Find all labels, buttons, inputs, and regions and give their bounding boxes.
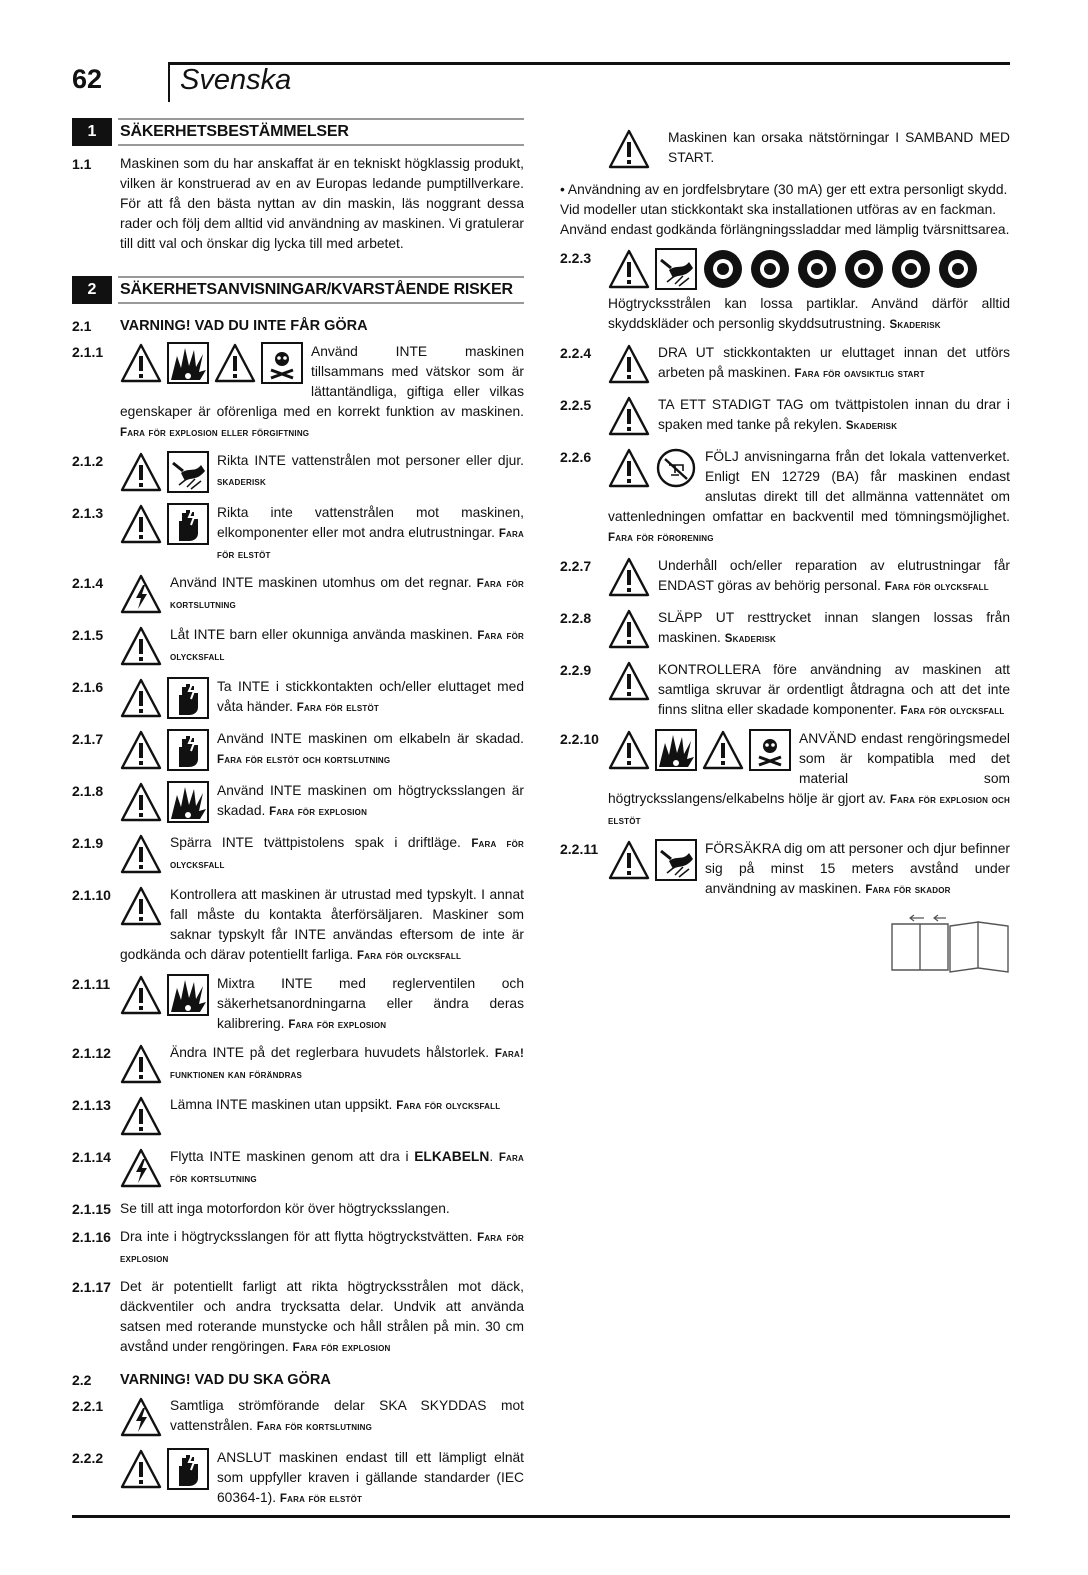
section-title: SÄKERHETSANVISNINGAR/KVARSTÅENDE RISKER	[118, 276, 524, 304]
item-text-part: Flytta INTE maskinen genom att dra i	[170, 1149, 409, 1164]
item-text: Maskinen som du har anskaffat är en tekniskt högklassig produkt, vilken är konstruerad av en av Europas ledande pumptillverkare. För att få den bästa nyttan av din maskin, läs noggrant dessa rader och följ dem alltid vid användning av maskinen. Vi gratulerar till ditt val och önskar dig lycka till med arbetet.	[120, 156, 524, 251]
item-text-block	[120, 1199, 524, 1219]
icon-group	[120, 1147, 162, 1189]
ppe-icon	[749, 248, 791, 290]
item-text-block	[120, 781, 524, 825]
item-text: Ändra INTE på det reglerbara huvudets hålstorlek.	[170, 1045, 490, 1060]
list-item	[72, 781, 524, 825]
item-number: 2.2.2	[72, 1450, 104, 1466]
item-number: 2.2.4	[560, 345, 592, 361]
icon-group	[120, 833, 162, 875]
item-number: 2.2.8	[560, 610, 592, 626]
item-text-block	[120, 1277, 524, 1358]
risk-label: Fara! funktionen kan förändras	[170, 1048, 524, 1081]
item-text-block	[120, 885, 524, 966]
items-2-1	[72, 342, 524, 1358]
item-number: 2.1.15	[72, 1201, 111, 1217]
ppe-icon	[843, 248, 885, 290]
risk-label: Fara för elstöt och kortslutning	[217, 754, 391, 766]
icon-group	[120, 1448, 209, 1490]
warning-triangle-icon	[608, 729, 650, 771]
risk-label: Skaderisk	[845, 420, 898, 432]
warning-triangle-icon	[120, 1095, 162, 1137]
item-number: 2.1.4	[72, 575, 104, 591]
item-number: 2.2.5	[560, 397, 592, 413]
item-number: 2.1.14	[72, 1149, 111, 1165]
explosion-icon	[167, 781, 209, 823]
risk-label: Fara för olycksfall	[170, 630, 524, 663]
items-2-2-continued	[560, 248, 1010, 900]
header-separator	[168, 62, 170, 102]
item-text-block	[608, 608, 1010, 652]
item-text-block	[120, 342, 524, 443]
section-number: 2	[72, 276, 112, 304]
risk-label: Fara för oavsiktlig start	[794, 368, 925, 380]
item-text: Underhåll och/eller reparation av elutrustningar får ENDAST göras av behörig personal.	[658, 558, 1010, 593]
risk-label: Fara för elstöt	[279, 1493, 363, 1505]
risk-label: Fara för olycksfall	[900, 705, 1005, 717]
warning-triangle-icon	[608, 128, 650, 170]
risk-label: Fara för olycksfall	[357, 950, 462, 962]
item-number: 2.2.11	[560, 841, 599, 857]
item-text: FÖLJ anvisningarna från det lokala vattenverket. Enligt EN 12729 (BA) får maskinen endast anslutas direkt till det allmänna vattennätet om vattenledningen omfattar en backventil med tömningsmöjlighet.	[608, 449, 1010, 524]
warning-triangle-icon	[120, 833, 162, 875]
list-item	[560, 839, 1010, 900]
item-text: Se till att inga motorfordon kör över högtrycksslangen.	[120, 1201, 450, 1216]
item-text: Ta INTE i stickkontakten och/eller eluttaget med våta händer.	[217, 679, 524, 714]
warning-triangle-icon	[702, 729, 744, 771]
item-text: Använd INTE maskinen om högtrycksslangen är skadad.	[217, 783, 524, 818]
item-text-block	[120, 1147, 524, 1191]
list-item	[72, 677, 524, 721]
list-item	[560, 556, 1010, 600]
item-text: Samtliga strömförande delar SKA SKYDDAS mot vattenstrålen.	[170, 1398, 524, 1433]
item-number: 2.2.1	[72, 1398, 104, 1414]
item-text-block	[120, 974, 524, 1035]
warning-triangle-icon	[120, 625, 162, 667]
item-text: Det är potentiellt farligt att rikta högtrycksstrålen mot däck, däckventiler och andra trycksatta delar. Undvik att använda satsen med roterande munstycke och håll strålen på min. 30 cm avstånd under rengöringen.	[120, 1279, 524, 1354]
language-title: Svenska	[180, 64, 292, 96]
left-column	[72, 114, 524, 1509]
list-item	[72, 729, 524, 773]
electric-hand-icon	[167, 677, 209, 719]
electric-hand-icon	[167, 503, 209, 545]
icon-group	[608, 395, 650, 437]
list-item	[72, 1448, 524, 1509]
item-text: Mixtra INTE med reglerventilen och säkerhetsanordningarna eller ändra deras kalibrering.	[217, 976, 524, 1031]
icon-group	[120, 573, 162, 615]
explosion-icon	[655, 729, 697, 771]
item-text-block	[608, 660, 1010, 721]
icon-group	[120, 451, 209, 493]
icon-group	[120, 625, 162, 667]
lightning-icon	[120, 573, 162, 615]
warning-triangle-icon	[608, 447, 650, 489]
risk-label: Fara för olycksfall	[170, 838, 525, 871]
item-text-block	[608, 556, 1010, 600]
toxic-icon	[261, 342, 303, 384]
warning-triangle-icon	[120, 974, 162, 1016]
warning-triangle-icon	[608, 395, 650, 437]
item-text-block	[120, 1095, 524, 1139]
list-item	[72, 1199, 524, 1219]
item-number: 2.1.11	[72, 976, 111, 992]
item-text: DRA UT stickkontakten ur eluttaget innan det utförs arbeten på maskinen.	[658, 345, 1010, 380]
item-text: Använd INTE maskinen om elkabeln är skadad.	[217, 731, 524, 746]
risk-label: Fara för explosion	[288, 1019, 387, 1031]
list-item	[560, 343, 1010, 387]
item-text-block	[608, 839, 1010, 900]
risk-label: skaderisk	[217, 476, 266, 488]
lightning-icon	[120, 1396, 162, 1438]
list-item	[72, 573, 524, 617]
rcd-note: • Användning av en jordfelsbrytare (30 mA) ger ett extra personligt skydd.	[560, 182, 1008, 197]
explosion-icon	[167, 342, 209, 384]
section-number: 1	[72, 118, 112, 146]
list-item	[72, 154, 524, 254]
installation-note: Vid modeller utan stickkontakt ska installationen utföras av en fackman.	[560, 202, 997, 217]
icon-group	[120, 1043, 162, 1085]
item-text-block	[120, 573, 524, 617]
risk-label: Skaderisk	[724, 633, 776, 645]
item-number: 2.1.2	[72, 453, 104, 469]
list-item	[72, 503, 524, 565]
list-item	[72, 833, 524, 877]
icon-group	[608, 660, 650, 702]
subsection-header	[72, 1372, 524, 1388]
risk-label: Skaderisk	[889, 319, 941, 331]
list-item	[72, 974, 524, 1035]
item-text-block	[120, 625, 524, 669]
item-number: 2.1.13	[72, 1097, 111, 1113]
item-text-block	[608, 395, 1010, 439]
risk-label: Fara för explosion	[269, 806, 368, 818]
icon-group	[608, 839, 697, 881]
icon-group	[608, 608, 650, 650]
icon-group	[120, 974, 209, 1016]
subsection-number: 2.1	[72, 318, 92, 334]
item-text-block	[120, 1448, 524, 1509]
item-text: ANSLUT maskinen endast till ett lämpligt elnät som uppfyller kraven i gällande standarder (IEC 60364-1).	[217, 1450, 524, 1505]
risk-label: Fara för elstöt	[217, 528, 524, 561]
item-text-block	[120, 1227, 524, 1269]
item-text: KONTROLLERA före användning av maskinen att samtliga skruvar är ordentligt åtdragna och att det inte finns slitna eller skadade komponenter.	[658, 662, 1010, 717]
item-number: 2.2.9	[560, 662, 592, 678]
item-number: 2.1.16	[72, 1229, 111, 1245]
risk-label: Fara för kortslutning	[170, 578, 524, 611]
item-text: Använd INTE maskinen tillsammans med vätskor som är lättantändliga, giftiga eller vilkas egenskaper är oförenliga med en korrekt funktion av maskinen.	[120, 344, 524, 419]
ppe-icon	[937, 248, 979, 290]
spray-person-icon	[655, 248, 697, 290]
toxic-icon	[749, 729, 791, 771]
icon-group	[608, 248, 1002, 290]
warning-triangle-icon	[120, 677, 162, 719]
item-number: 2.2.3	[560, 250, 592, 266]
icon-group	[608, 447, 697, 489]
warning-triangle-icon	[120, 729, 162, 771]
section-2-header	[72, 276, 524, 304]
item-text: Använd INTE maskinen utomhus om det regnar.	[170, 575, 472, 590]
warning-triangle-icon	[608, 839, 650, 881]
extension-cord-note: Använd endast godkända förlängningssladdar med lämplig tvärsnittsarea.	[560, 222, 1010, 237]
item-text-block	[120, 833, 524, 877]
item-text: Dra inte i högtrycksslangen för att flytta högtryckstvätten.	[120, 1229, 473, 1244]
electric-hand-icon	[167, 729, 209, 771]
items-2-2	[72, 1396, 524, 1509]
item-number: 2.1.12	[72, 1045, 111, 1061]
warning-triangle-icon	[120, 451, 162, 493]
warning-triangle-icon	[120, 885, 162, 927]
item-number: 2.1.3	[72, 505, 104, 521]
item-text-block	[608, 729, 1010, 831]
item-text: Rikta inte vattenstrålen mot maskinen, elkomponenter eller mot andra elutrustningar.	[217, 505, 524, 540]
risk-label: Fara för skador	[865, 884, 951, 896]
ppe-icon	[702, 248, 744, 290]
item-text-part: ELKABELN	[414, 1149, 490, 1164]
item-text-block	[120, 1396, 524, 1440]
risk-label: Fara för explosion eller förgiftning	[120, 427, 310, 439]
spray-person-icon	[167, 451, 209, 493]
item-number: 2.2.6	[560, 449, 592, 465]
list-item	[72, 342, 524, 443]
item-text-block	[120, 1043, 524, 1087]
subsection-title: VARNING! VAD DU INTE FÅR GÖRA	[120, 318, 368, 334]
warning-triangle-icon	[608, 556, 650, 598]
warning-triangle-icon	[214, 342, 256, 384]
manual-icon	[890, 914, 1010, 974]
list-item	[560, 660, 1010, 721]
item-text: Lämna INTE maskinen utan uppsikt.	[170, 1097, 393, 1112]
interference-warning: Maskinen kan orsaka nätstörningar I SAMBAND MED START.	[668, 130, 1010, 165]
item-text: Kontrollera att maskinen är utrustad med typskylt. I annat fall måste du kontakta återförsäljaren. Maskiner som saknar typskylt får INTE användas eftersom de inte är godkända och därav potentiellt farliga.	[120, 887, 524, 962]
item-text-block	[608, 248, 1010, 335]
icon-group	[120, 342, 303, 384]
item-text: Rikta INTE vattenstrålen mot personer eller djur.	[217, 453, 524, 468]
item-text: Högtrycksstrålen kan lossa partiklar. Använd därför alltid skyddskläder och personlig skyddsutrustning.	[608, 296, 1010, 331]
explosion-icon	[167, 974, 209, 1016]
icon-group	[120, 781, 209, 823]
electric-hand-icon	[167, 1448, 209, 1490]
item-number: 2.1.9	[72, 835, 104, 851]
icon-group	[120, 885, 162, 927]
item-text-block	[608, 343, 1010, 387]
icon-group	[608, 556, 650, 598]
item-number: 1.1	[72, 156, 92, 172]
list-item	[560, 729, 1010, 831]
warning-triangle-icon	[608, 343, 650, 385]
list-item	[72, 1043, 524, 1087]
ppe-icon	[890, 248, 932, 290]
list-item	[72, 1396, 524, 1440]
icon-group	[120, 677, 209, 719]
item-number: 2.1.5	[72, 627, 104, 643]
item-text-block	[120, 451, 524, 495]
icon-group	[608, 729, 791, 771]
item-text-block	[608, 447, 1010, 548]
item-number: 2.1.6	[72, 679, 104, 695]
item-number: 2.1.1	[72, 344, 104, 360]
item-number: 2.1.17	[72, 1279, 111, 1295]
icon-group	[120, 503, 209, 545]
footer-rule	[72, 1515, 1010, 1518]
subsection-header	[72, 318, 524, 334]
item-text: Spärra INTE tvättpistolens spak i driftläge.	[170, 835, 461, 850]
ppe-icon	[796, 248, 838, 290]
item-number: 2.1.10	[72, 887, 111, 903]
item-text: Låt INTE barn eller okunniga använda maskinen.	[170, 627, 473, 642]
header-rule	[168, 62, 1010, 65]
list-item	[560, 447, 1010, 548]
warning-triangle-icon	[608, 660, 650, 702]
risk-label: Fara för elstöt	[296, 702, 379, 714]
lightning-icon	[120, 1147, 162, 1189]
subsection-number: 2.2	[72, 1372, 92, 1388]
list-item	[72, 625, 524, 669]
subsection-title: VARNING! VAD DU SKA GÖRA	[120, 1372, 331, 1388]
section-title: SÄKERHETSBESTÄMMELSER	[118, 118, 524, 146]
list-item	[560, 248, 1010, 335]
page-number: 62	[72, 64, 103, 94]
icon-group	[608, 343, 650, 385]
list-item	[72, 885, 524, 966]
risk-label: Fara för explosion och elstöt	[608, 794, 1010, 827]
right-intro	[560, 128, 1010, 240]
icon-group	[120, 1396, 162, 1438]
warning-triangle-icon	[608, 608, 650, 650]
warning-triangle-icon	[120, 503, 162, 545]
item-text-block	[120, 503, 524, 565]
spray-person-icon	[655, 839, 697, 881]
list-item	[72, 1147, 524, 1191]
list-item	[72, 1277, 524, 1358]
list-item	[560, 608, 1010, 652]
item-number: 2.1.7	[72, 731, 104, 747]
warning-triangle-icon	[120, 781, 162, 823]
water-network-icon	[655, 447, 697, 489]
icon-group	[120, 1095, 162, 1137]
risk-label: Fara för förorening	[608, 532, 714, 544]
risk-label: Fara för kortslutning	[170, 1152, 524, 1185]
risk-label: Fara för olycksfall	[884, 581, 989, 593]
list-item	[72, 1227, 524, 1269]
risk-label: Fara för explosion	[120, 1232, 524, 1265]
item-text-block	[120, 677, 524, 721]
warning-triangle-icon	[120, 1043, 162, 1085]
list-item	[560, 395, 1010, 439]
risk-label: Fara för olycksfall	[396, 1100, 501, 1112]
item-text: TA ETT STADIGT TAG om tvättpistolen innan du drar i spaken med tanke på rekylen.	[658, 397, 1010, 432]
item-number: 2.2.7	[560, 558, 592, 574]
right-column	[560, 128, 1010, 974]
list-item	[72, 1095, 524, 1139]
item-text: SLÄPP UT resttrycket innan slangen lossas från maskinen.	[658, 610, 1010, 645]
item-text-block	[120, 729, 524, 773]
item-text: ANVÄND endast rengöringsmedel som är kompatibla med det material som högtrycksslangens/elkabelns hölje är gjort av.	[608, 731, 1010, 806]
risk-label: Fara för kortslutning	[256, 1421, 373, 1433]
warning-triangle-icon	[608, 248, 650, 290]
warning-triangle-icon	[120, 342, 162, 384]
warning-triangle-icon	[120, 1448, 162, 1490]
icon-group	[120, 729, 209, 771]
item-text-part: .	[489, 1149, 494, 1164]
section-1-header	[72, 118, 524, 146]
item-text: FÖRSÄKRA dig om att personer och djur befinner sig på minst 15 meters avstånd under användning av maskinen.	[705, 841, 1010, 896]
item-number: 2.1.8	[72, 783, 104, 799]
item-number: 2.2.10	[560, 731, 599, 747]
list-item	[72, 451, 524, 495]
risk-label: Fara för explosion	[292, 1342, 391, 1354]
